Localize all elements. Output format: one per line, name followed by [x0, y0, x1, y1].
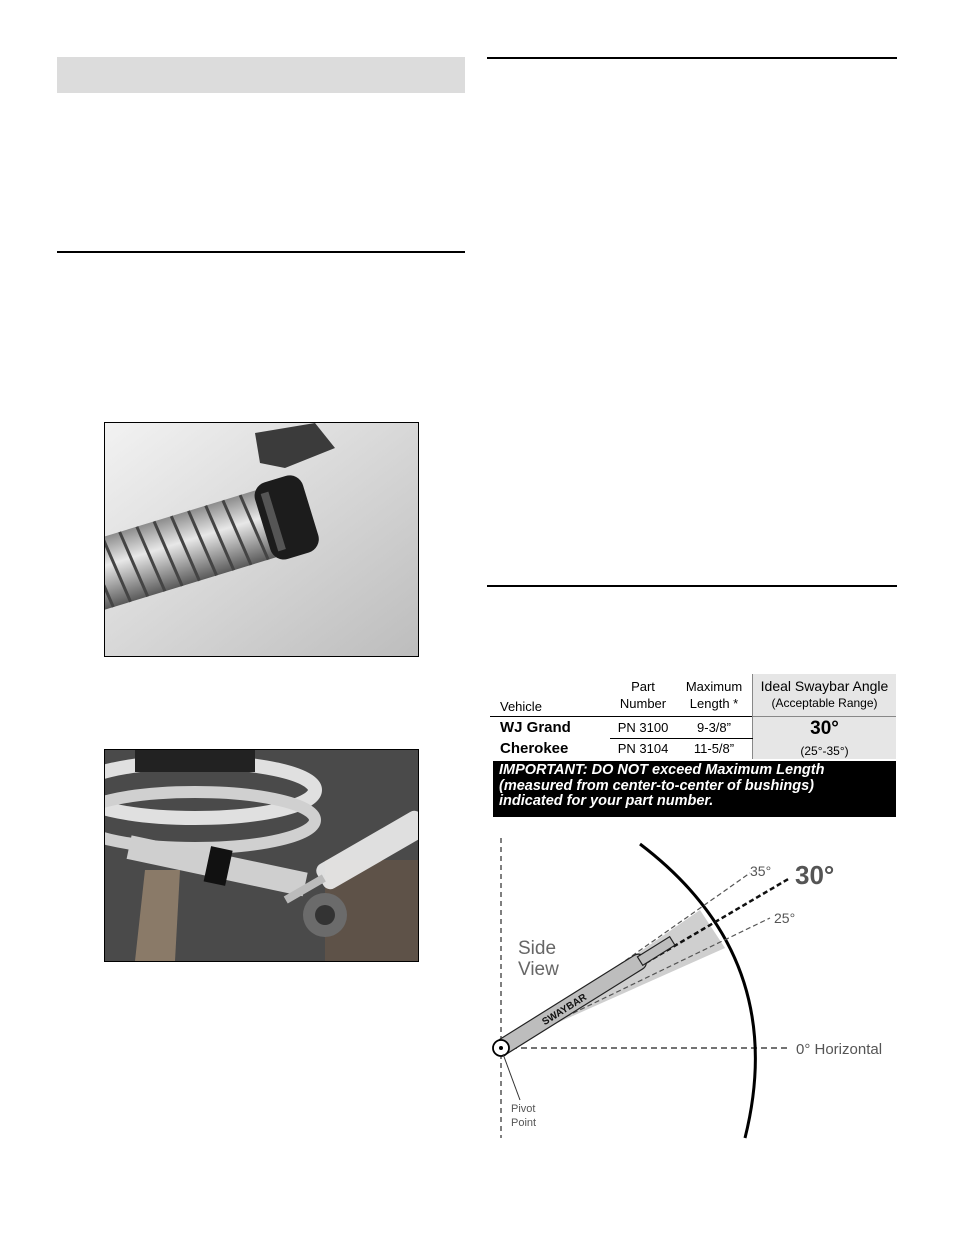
ideal-angle-cell: [753, 716, 897, 759]
header-max-line2: Length *: [689, 695, 739, 711]
vehicle-name-line1: WJ Grand: [500, 718, 571, 736]
side-view-line2: View: [518, 959, 559, 980]
angle-diagram-svg: [490, 838, 900, 1143]
important-line1: IMPORTANT: DO NOT exceed Maximum Length: [499, 762, 825, 778]
pivot-label-line1: Pivot: [511, 1103, 536, 1115]
important-line2: (measured from center-to-center of bushings): [499, 777, 815, 794]
vehicle-name-line2: Cherokee: [500, 740, 569, 757]
header-max-length: [676, 674, 753, 716]
important-line3: indicated for your part number.: [499, 793, 714, 809]
horizontal-label: 0° Horizontal: [796, 1041, 883, 1058]
spec-table-grid: [490, 674, 896, 759]
acceptable-range-value: (25°-35°): [800, 743, 849, 758]
row1-max-length: 9-3/8”: [676, 716, 753, 738]
label-30-degree: 30°: [795, 860, 835, 890]
section-divider-right-top: [487, 57, 897, 59]
pivot-dot: [499, 1046, 503, 1050]
header-part-line1: Part: [631, 678, 655, 694]
threaded-bolt-photo: [104, 422, 419, 657]
header-vehicle: Vehicle: [500, 698, 542, 714]
header-part-line2: Number: [619, 695, 667, 711]
header-ideal-line2: (Acceptable Range): [771, 695, 878, 710]
swaybar-spec-table: [490, 674, 896, 817]
section-header-bar: [57, 57, 465, 93]
header-ideal-line1: Ideal Swaybar Angle: [760, 677, 889, 694]
header-part-number: [610, 674, 676, 716]
ideal-angle-value: 30°: [810, 717, 839, 739]
swing-arc: [640, 844, 755, 1138]
pivot-label-line2: Point: [511, 1117, 537, 1129]
swaybar-angle-diagram: [490, 838, 900, 1143]
label-25-degree: 25°: [774, 910, 796, 926]
label-35-degree: 35°: [750, 863, 772, 879]
swaybar-label: SWAYBAR: [540, 992, 589, 1028]
header-ideal-angle: [753, 674, 897, 716]
important-warning: [493, 761, 896, 817]
row2-max-length: 11-5/8”: [693, 741, 735, 757]
section-divider-right-mid: [487, 585, 897, 587]
row2-part-number: PN 3104: [617, 741, 669, 757]
row1-part-number: PN 3100: [610, 716, 676, 738]
pivot-leader-line: [503, 1054, 520, 1100]
header-max-line1: Maximum: [685, 678, 743, 694]
swaybar-link-install-photo: [104, 749, 419, 962]
section-divider-left: [57, 251, 465, 253]
side-view-line1: Side: [518, 938, 557, 959]
